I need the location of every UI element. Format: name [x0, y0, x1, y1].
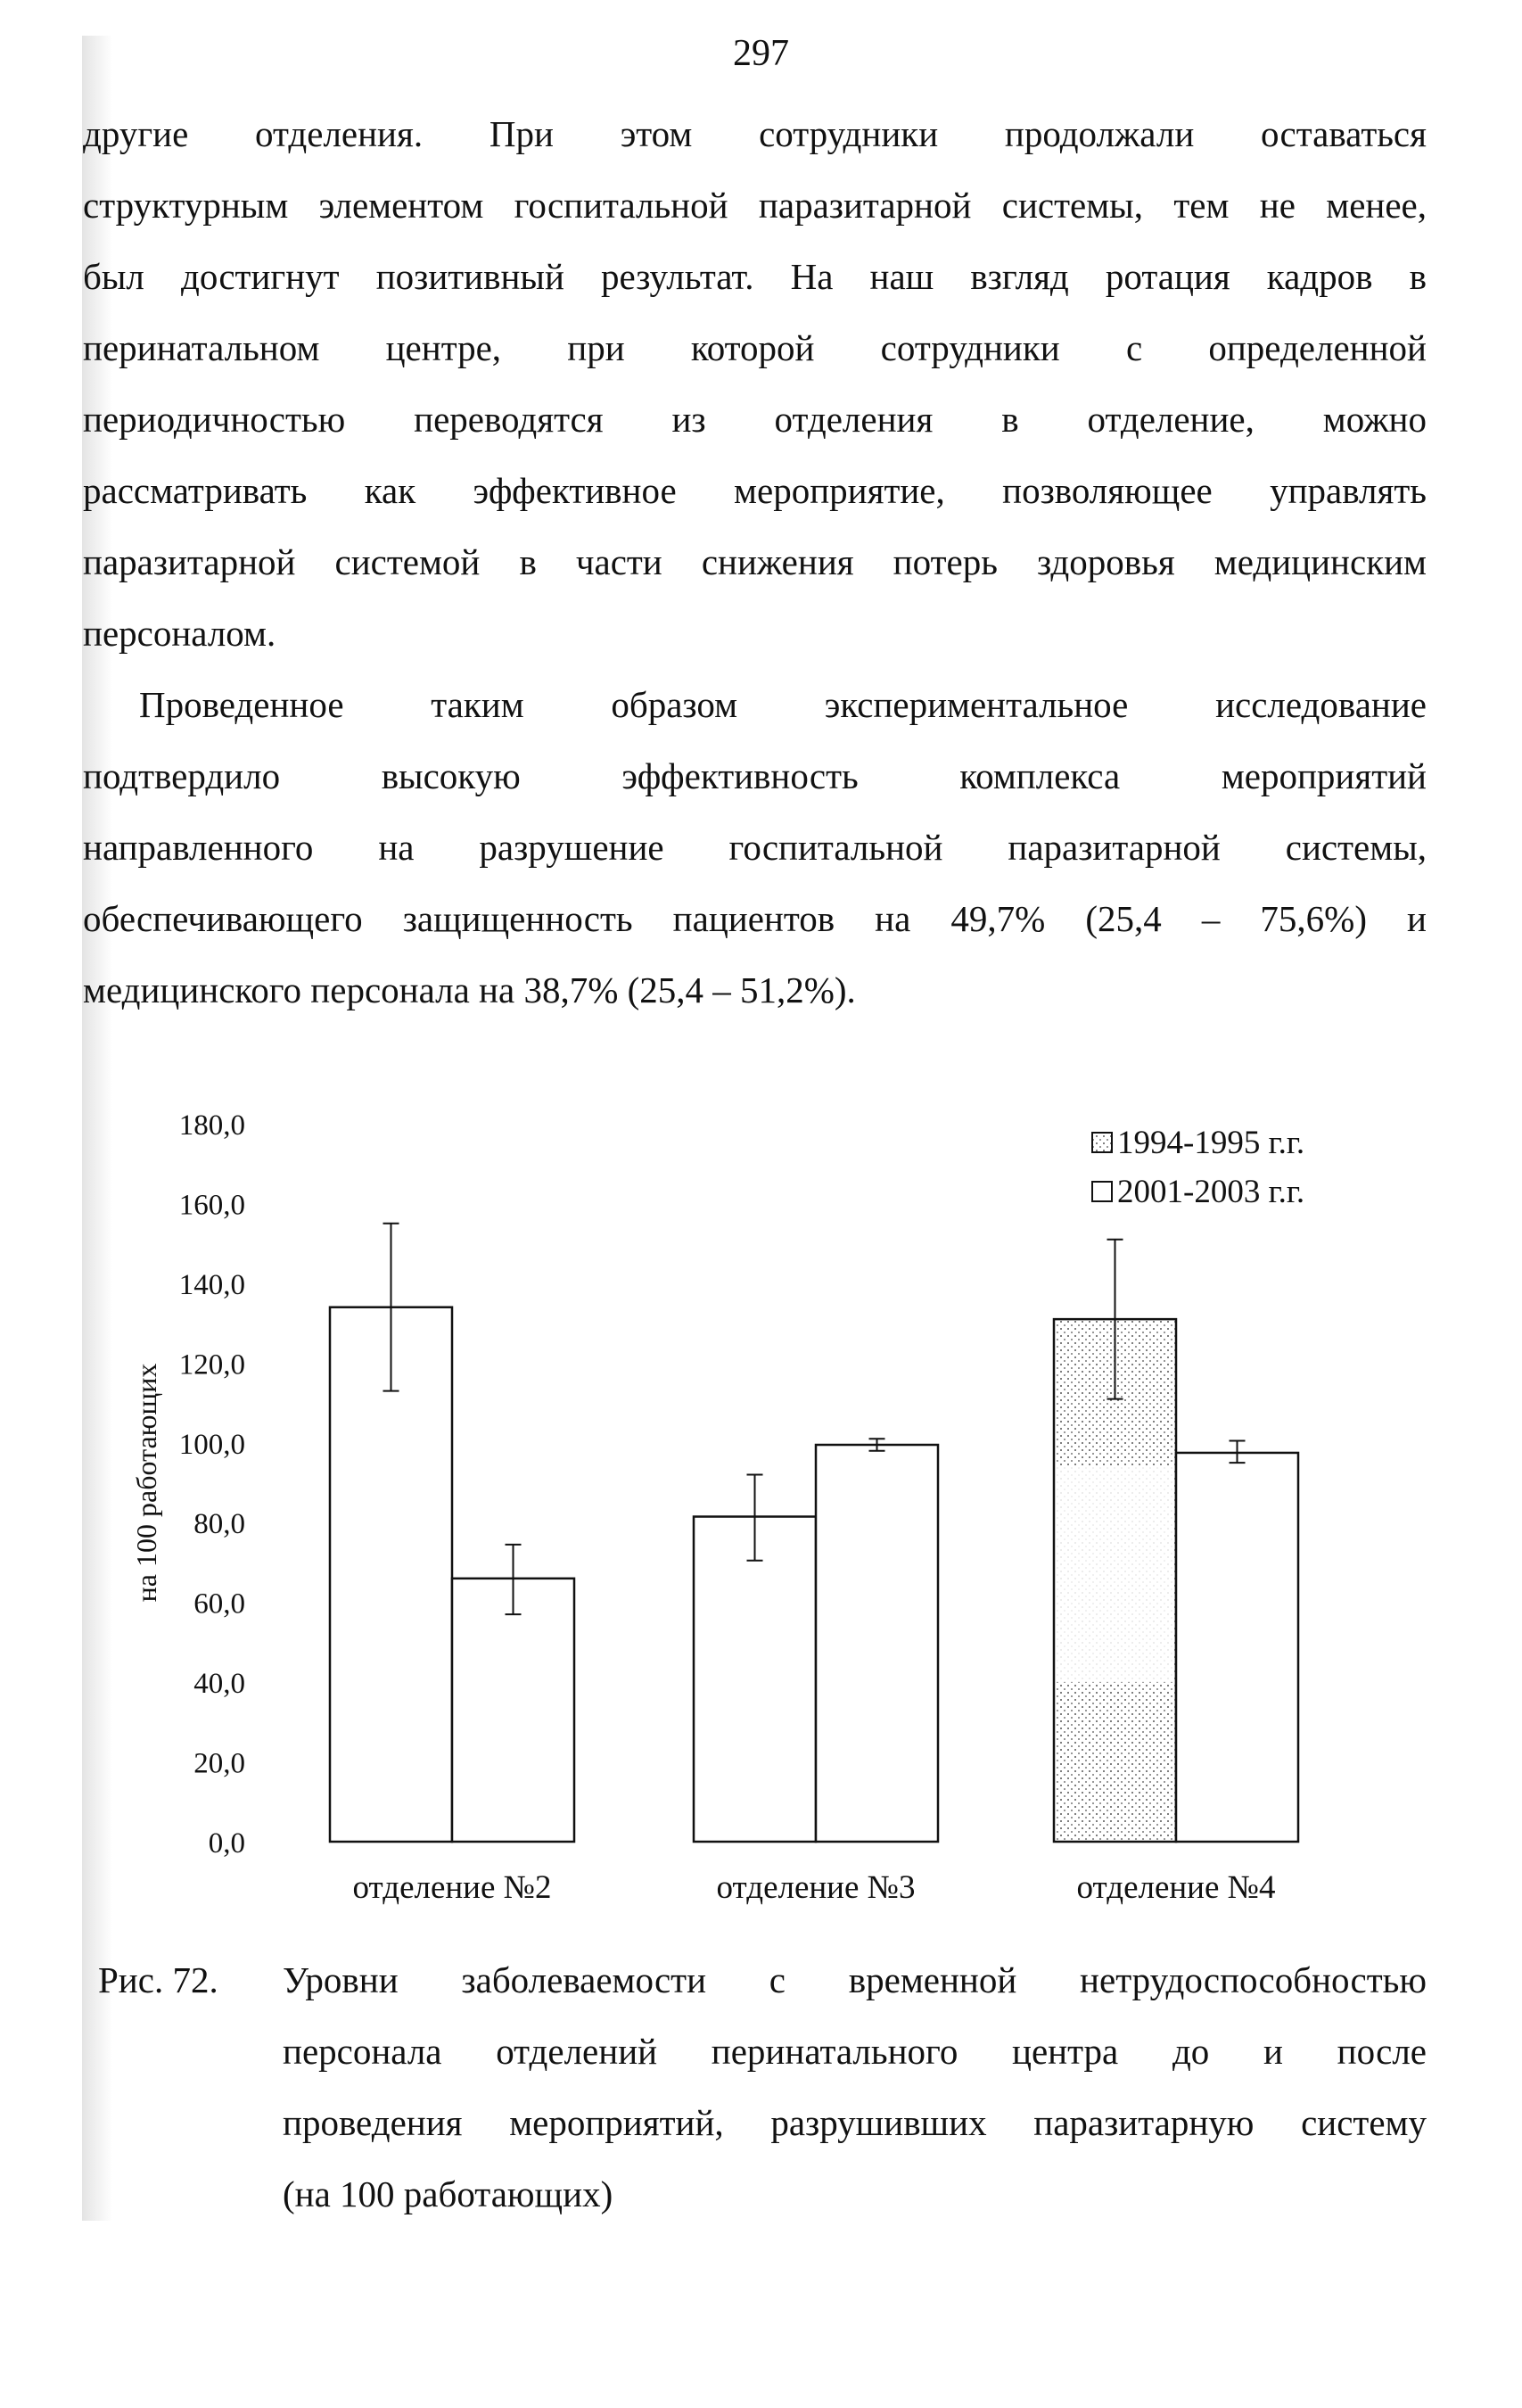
caption-text [283, 1944, 1427, 2230]
page-number: 297 [733, 33, 789, 74]
text-line: Проведенное таким образом экспериментальное исследование [139, 684, 1427, 725]
text-line: паразитарной системой в части снижения потерь здоровья медицинским [83, 541, 1427, 582]
x-category-label: отделение №2 [352, 1869, 552, 1906]
legend-label: 1994-1995 г.г. [1117, 1125, 1305, 1161]
y-tick-label: 20,0 [193, 1747, 245, 1780]
y-tick-label: 160,0 [178, 1189, 245, 1222]
legend-swatch-2001-2003 [1092, 1182, 1112, 1201]
y-tick-label: 120,0 [178, 1348, 245, 1381]
bar-1994-1995-3 [694, 1517, 816, 1842]
paragraph-2 [83, 669, 1427, 1026]
y-tick-label: 40,0 [193, 1668, 245, 1701]
text-line: проведения мероприятий, разрушивших паразитарную систему [283, 2102, 1427, 2143]
y-tick-label: 100,0 [178, 1428, 245, 1461]
text-line: структурным элементом госпитальной паразитарной системы, тем не менее, [83, 185, 1427, 226]
paragraph-1 [83, 98, 1427, 669]
x-category-label: отделение №4 [1076, 1869, 1276, 1906]
text-line: рассматривать как эффективное мероприятие, позволяющее управлять [83, 470, 1427, 511]
text-line: обеспечивающего защищенность пациентов на 49,7% (25,4 – 75,6%) и [83, 898, 1427, 939]
text-line: был достигнут позитивный результат. На наш взгляд ротация кадров в [83, 256, 1427, 297]
legend-swatch-1994-1995 [1092, 1133, 1112, 1152]
legend-label: 2001-2003 г.г. [1117, 1174, 1305, 1210]
y-axis-label: на 100 работающих [130, 1363, 162, 1603]
y-tick-label: 180,0 [178, 1109, 245, 1142]
text-line: медицинского персонала на 38,7% (25,4 – 51,2%). [83, 969, 856, 1010]
text-line: персоналом. [83, 613, 276, 654]
x-category-label: отделение №3 [716, 1869, 916, 1906]
text-line: направленного на разрушение госпитальной паразитарной системы, [83, 827, 1427, 868]
bar-2001-2003-2 [452, 1579, 574, 1842]
bar-stipple-gap [1057, 1467, 1173, 1683]
text-line: (на 100 работающих) [283, 2173, 613, 2214]
bar-2001-2003-4 [1176, 1453, 1298, 1842]
bar-chart [125, 1106, 1373, 1926]
text-line: Уровни заболеваемости с временной нетрудоспособностью [283, 1959, 1427, 2000]
text-line: периодичностью переводятся из отделения в отделение, можно [83, 399, 1427, 440]
y-tick-label: 80,0 [193, 1508, 245, 1541]
text-line: подтвердило высокую эффективность комплекса мероприятий [83, 755, 1427, 796]
y-tick-label: 0,0 [208, 1827, 245, 1860]
text-line: другие отделения. При этом сотрудники продолжали оставаться [83, 113, 1427, 154]
text-line: персонала отделений перинатального центра до и после [283, 2031, 1427, 2072]
bar-2001-2003-3 [816, 1445, 938, 1842]
y-tick-label: 60,0 [193, 1587, 245, 1620]
caption-label: Рис. 72. [98, 1959, 218, 2000]
text-line: перинатальном центре, при которой сотрудники с определенной [83, 327, 1427, 368]
y-tick-label: 140,0 [178, 1268, 245, 1301]
